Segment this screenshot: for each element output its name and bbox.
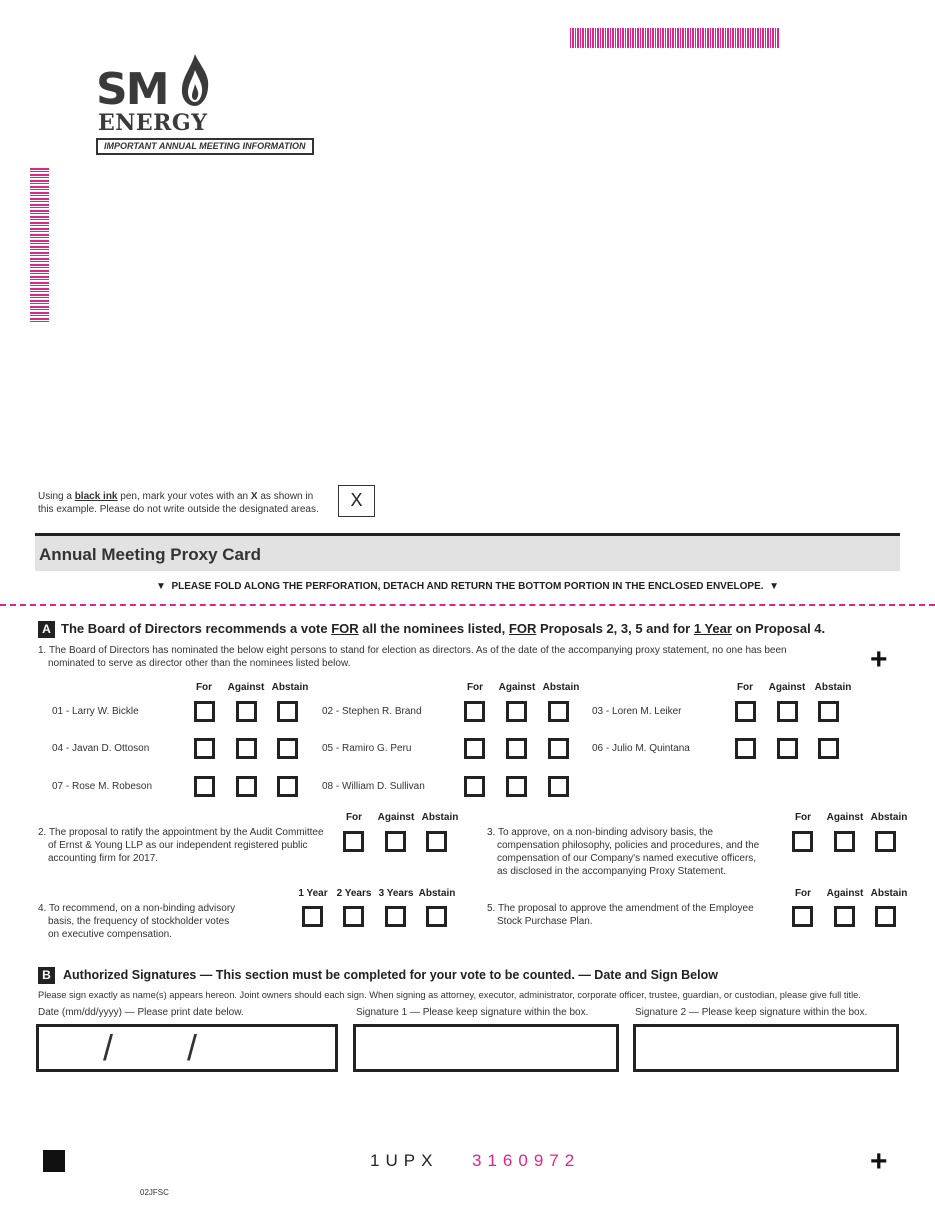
nominee-5-abstain-checkbox[interactable]	[548, 738, 569, 759]
example-x-box: X	[338, 485, 375, 517]
logo-energy-text: ENERGY	[98, 110, 208, 136]
date-slash-1: /	[103, 1027, 114, 1068]
signature-1-label: Signature 1 — Please keep signature within the box.	[356, 1007, 589, 1018]
meeting-info-label: IMPORTANT ANNUAL MEETING INFORMATION	[96, 138, 314, 155]
signature-instructions: Please sign exactly as name(s) appears hereon. Joint owners should each sign. When signing as attorney, executor, administrator, corporate officer, trustee, guardian, or custodian, please give full title.	[38, 990, 861, 1000]
proposal-3-headers: For Against Abstain	[794, 812, 908, 823]
section-a-title: The Board of Directors recommends a vote FOR all the nominees listed, FOR Proposals 2, 3, 5 and for 1 Year on Proposal 4.	[61, 621, 826, 636]
date-input-box[interactable]	[36, 1024, 338, 1072]
signature-1-box[interactable]	[353, 1024, 619, 1072]
section-a-letter: A	[38, 621, 55, 638]
nominee-7-against-checkbox[interactable]	[236, 776, 257, 797]
nominee-1-abstain-checkbox[interactable]	[277, 701, 298, 722]
proposal-1-text: 1. The Board of Directors has nominated the below eight persons to stand for election as directors. As of the date of the accompanying proxy statement, no one has been nominated to serve as director other than the nominees listed below.	[38, 645, 787, 669]
nominee-name: 02 - Stephen R. Brand	[322, 706, 422, 717]
nominee-6-abstain-checkbox[interactable]	[818, 738, 839, 759]
registration-square	[43, 1150, 65, 1172]
nominee-name: 08 - William D. Sullivan	[322, 781, 425, 792]
side-barcode	[30, 168, 49, 323]
nominee-3-for-checkbox[interactable]	[735, 701, 756, 722]
section-b-letter: B	[38, 967, 55, 984]
proposal-2-abstain-checkbox[interactable]	[426, 831, 447, 852]
date-slash-2: /	[187, 1027, 198, 1068]
triangle-down-icon: ▼	[156, 581, 166, 592]
proposal-5-headers: For Against Abstain	[794, 888, 908, 899]
nominee-7-abstain-checkbox[interactable]	[277, 776, 298, 797]
nominee-3-abstain-checkbox[interactable]	[818, 701, 839, 722]
proposal-5-abstain-checkbox[interactable]	[875, 906, 896, 927]
title-band	[35, 533, 900, 571]
proposal-4-text: 4. To recommend, on a non-binding advisory basis, the frequency of stockholder votes on executive compensation.	[38, 903, 236, 940]
proposal-5-for-checkbox[interactable]	[792, 906, 813, 927]
sm-energy-logo	[96, 50, 226, 134]
form-code-number: 3160972	[472, 1151, 581, 1170]
fold-instruction: ▼ PLEASE FOLD ALONG THE PERFORATION, DETACH AND RETURN THE BOTTOM PORTION IN THE ENCLOSED ENVELOPE. ▼	[156, 581, 779, 592]
proposal-3-against-checkbox[interactable]	[834, 831, 855, 852]
nominee-2-against-checkbox[interactable]	[506, 701, 527, 722]
registration-plus-bottom: +	[870, 1145, 888, 1178]
proposal-4-2years-checkbox[interactable]	[343, 906, 364, 927]
nominee-4-abstain-checkbox[interactable]	[277, 738, 298, 759]
proposal-4-abstain-checkbox[interactable]	[426, 906, 447, 927]
nominee-name: 05 - Ramiro G. Peru	[322, 743, 412, 754]
signature-2-label: Signature 2 — Please keep signature within the box.	[635, 1007, 868, 1018]
logo-sm-text: SM	[96, 64, 168, 115]
proposal-3-text: 3. To approve, on a non-binding advisory basis, the compensation philosophy, policies and procedures, and the compensation of our Company's named executive officers, as disclosed in the accompanying Proxy Statement.	[487, 827, 760, 877]
proposal-2-text: 2. The proposal to ratify the appointment by the Audit Committee of Ernst & Young LLP as our independent registered public accounting firm for 2017.	[38, 827, 324, 864]
marking-instructions: Using a black ink pen, mark your votes with an X as shown in this example. Please do not write outside the designated areas.	[38, 491, 319, 515]
nominee-2-abstain-checkbox[interactable]	[548, 701, 569, 722]
nominee-7-for-checkbox[interactable]	[194, 776, 215, 797]
proposal-3-for-checkbox[interactable]	[792, 831, 813, 852]
nominee-8-for-checkbox[interactable]	[464, 776, 485, 797]
proposal-3-abstain-checkbox[interactable]	[875, 831, 896, 852]
nominee-4-against-checkbox[interactable]	[236, 738, 257, 759]
nominee-name: 01 - Larry W. Bickle	[52, 706, 139, 717]
flame-icon	[178, 52, 212, 108]
nominee-5-against-checkbox[interactable]	[506, 738, 527, 759]
nominee-name: 04 - Javan D. Ottoson	[52, 743, 150, 754]
perforation-line	[0, 604, 935, 606]
nominee-3-against-checkbox[interactable]	[777, 701, 798, 722]
nominee-8-abstain-checkbox[interactable]	[548, 776, 569, 797]
nominee-headers-col3: For Against Abstain	[736, 682, 852, 693]
proposal-4-3years-checkbox[interactable]	[385, 906, 406, 927]
card-title: Annual Meeting Proxy Card	[39, 545, 261, 564]
proposal-2-for-checkbox[interactable]	[343, 831, 364, 852]
signature-2-box[interactable]	[633, 1024, 899, 1072]
triangle-down-icon: ▼	[769, 581, 779, 592]
nominee-name: 06 - Julio M. Quintana	[592, 743, 690, 754]
nominee-8-against-checkbox[interactable]	[506, 776, 527, 797]
form-code-prefix: 1UPX	[370, 1151, 439, 1170]
nominee-6-against-checkbox[interactable]	[777, 738, 798, 759]
nominee-headers-col1: For Against Abstain	[195, 682, 309, 693]
nominee-2-for-checkbox[interactable]	[464, 701, 485, 722]
nominee-5-for-checkbox[interactable]	[464, 738, 485, 759]
nominee-name: 07 - Rose M. Robeson	[52, 781, 153, 792]
nominee-1-for-checkbox[interactable]	[194, 701, 215, 722]
registration-plus-top: +	[870, 643, 888, 676]
nominee-headers-col2: For Against Abstain	[466, 682, 580, 693]
proposal-5-against-checkbox[interactable]	[834, 906, 855, 927]
proposal-4-1year-checkbox[interactable]	[302, 906, 323, 927]
section-b-title: Authorized Signatures — This section must be completed for your vote to be counted. — Date and Sign Below	[63, 968, 718, 982]
nominee-4-for-checkbox[interactable]	[194, 738, 215, 759]
proposal-2-against-checkbox[interactable]	[385, 831, 406, 852]
top-barcode	[570, 28, 780, 48]
date-label: Date (mm/dd/yyyy) — Please print date below.	[38, 1007, 244, 1018]
proposal-5-text: 5. The proposal to approve the amendment of the Employee Stock Purchase Plan.	[487, 903, 754, 927]
nominee-6-for-checkbox[interactable]	[735, 738, 756, 759]
form-version-code: 02JFSC	[140, 1188, 169, 1197]
nominee-name: 03 - Loren M. Leiker	[592, 706, 682, 717]
proposal-4-headers: 1 Year 2 Years 3 Years Abstain	[298, 888, 456, 899]
proposal-2-headers: For Against Abstain	[345, 812, 459, 823]
nominee-1-against-checkbox[interactable]	[236, 701, 257, 722]
